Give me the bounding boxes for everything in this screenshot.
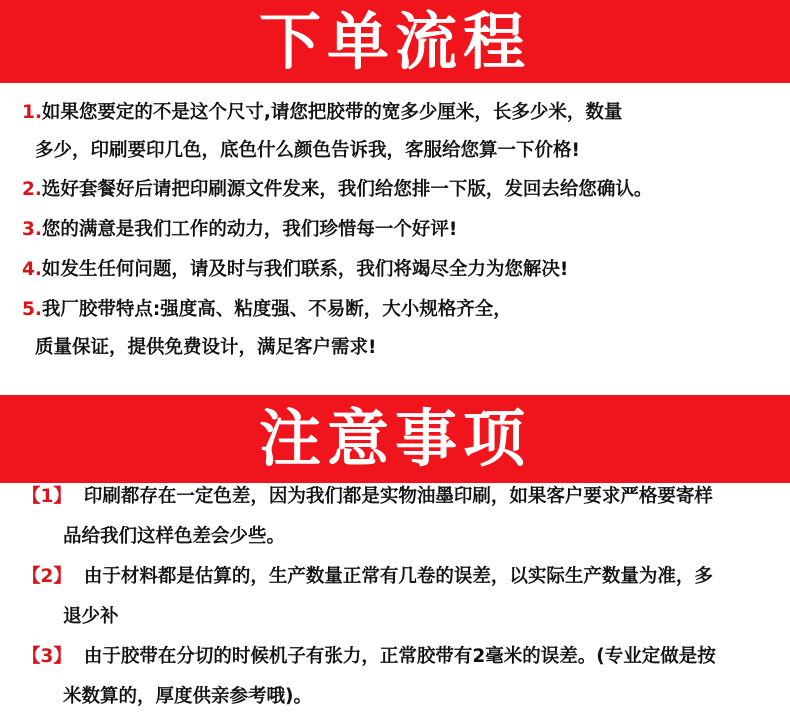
list-item-continuation (63, 688, 790, 728)
item-text: 多少，印刷要印几色，底色什么颜色告诉我，客服给您算一下价格! (35, 140, 580, 161)
section-banner-notes (0, 395, 790, 483)
list-item-continuation (63, 608, 790, 648)
item-number: 【3】 (22, 646, 72, 667)
list-item: 1.如果您要定的不是这个尺寸,请您把胶带的宽多少厘米，长多少米，数量 (22, 102, 623, 123)
list-item-continuation (63, 528, 790, 568)
item-text: 质量保证，提供免费设计，满足客户需求! (35, 337, 377, 358)
list-item (22, 648, 790, 688)
item-text: 印刷都存在一定色差，因为我们都是实物油墨印刷，如果客户要求严格要寄样 (83, 486, 713, 507)
item-number: 1 (22, 102, 35, 123)
item-number: 5 (22, 299, 35, 320)
list-item: 3.您的满意是我们工作的动力，我们珍惜每一个好评! (22, 219, 458, 240)
item-text: 如发生任何问题，请及时与我们联系，我们将竭尽全力为您解决! (41, 259, 569, 280)
list-item (22, 488, 790, 528)
item-text: 如果您要定的不是这个尺寸,请您把胶带的宽多少厘米，长多少米，数量 (41, 102, 623, 123)
order-process-list (0, 104, 790, 384)
item-number: 2 (22, 179, 35, 200)
banner-title: 注意事项 (258, 402, 531, 475)
list-item (22, 568, 790, 608)
item-text: 由于材料都是估算的，生产数量正常有几卷的误差，以实际生产数量为准，多 (83, 566, 713, 587)
list-item-continuation (35, 339, 790, 379)
item-text: 您的满意是我们工作的动力，我们珍惜每一个好评! (41, 219, 458, 240)
item-number: 【2】 (22, 566, 72, 587)
item-text: 由于胶带在分切的时候机子有张力，正常胶带有2毫米的误差。(专业定做是按 (83, 646, 716, 667)
banner-title: 下单流程 (258, 4, 531, 78)
notes-list (0, 488, 790, 728)
section-banner-order-process (0, 0, 790, 83)
item-text: 我厂胶带特点:强度高、粘度强、不易断，大小规格齐全， (41, 299, 512, 320)
item-number: 3 (22, 219, 35, 240)
list-item-continuation (35, 142, 790, 182)
item-number: 【1】 (22, 486, 72, 507)
item-text: 退少补 (63, 606, 119, 627)
item-number: 4 (22, 259, 35, 280)
item-text: 选好套餐好后请把印刷源文件发来，我们给您排一下版，发回去给您确认。 (41, 179, 653, 200)
item-text: 品给我们这样色差会少些。 (63, 526, 286, 547)
list-item: 5.我厂胶带特点:强度高、粘度强、不易断，大小规格齐全， (22, 299, 512, 320)
item-text: 米数算的，厚度供亲参考哦)。 (63, 686, 312, 707)
list-item: 2.选好套餐好后请把印刷源文件发来，我们给您排一下版，发回去给您确认。 (22, 179, 653, 200)
list-item: 4.如发生任何问题，请及时与我们联系，我们将竭尽全力为您解决! (22, 259, 569, 280)
